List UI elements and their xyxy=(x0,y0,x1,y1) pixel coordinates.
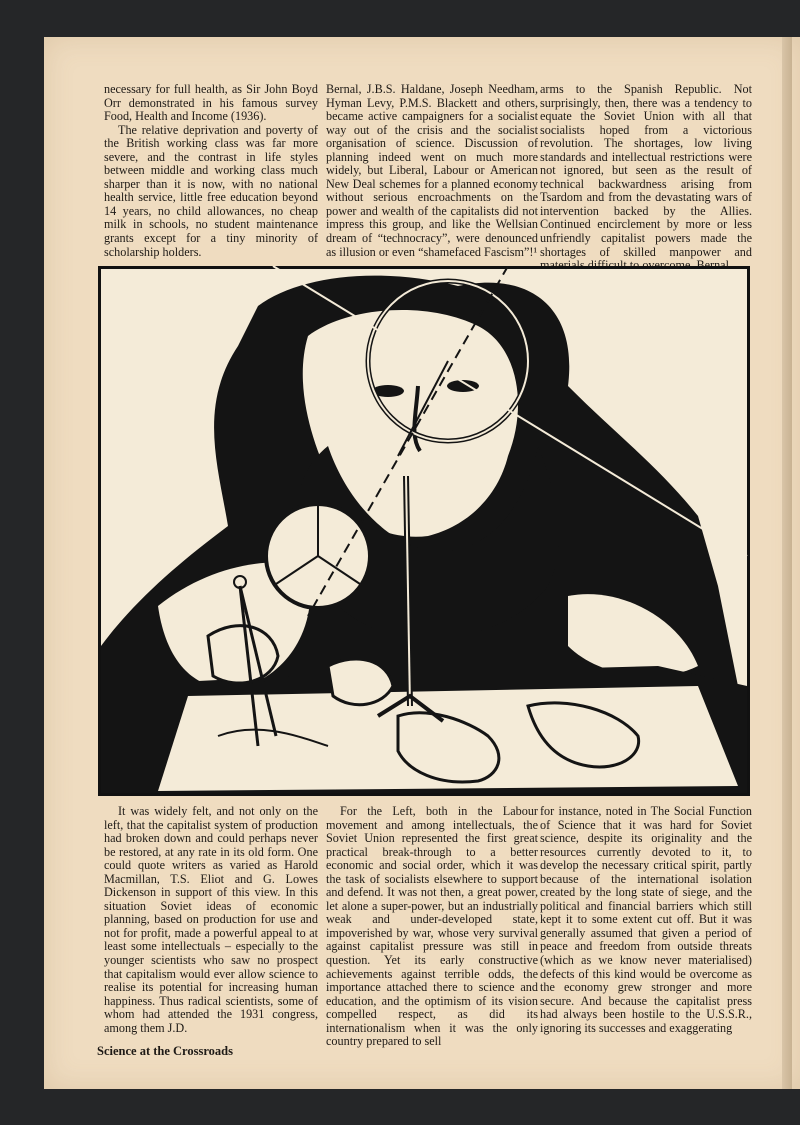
paragraph: necessary for full health, as Sir John Boyd Orr demonstrated in his famous survey Food, Health and Income (1936). xyxy=(104,83,318,124)
bottom-column-3 xyxy=(540,805,752,1085)
illustration-scientist xyxy=(98,266,750,796)
scientist-with-instrument-drawing xyxy=(98,266,750,796)
bottom-column-1 xyxy=(104,805,318,1085)
paragraph: The relative deprivation and poverty of the British working class was far more severe, and the contrast in life styles between middle and working class much sharper than it is now, with no national health service, little free education beyond 14 years, no child allowances, no cheap milk in schools, no student maintenance grants except for a tiny minority of scholarship holders. xyxy=(104,122,318,259)
paragraph: Bernal, J.B.S. Haldane, Joseph Needham, Hyman Levy, P.M.S. Blackett and others, became active campaigners for a socialist way out of the crisis and the socialist organisation of science. Discussion of planning indeed went on much more widely, but Liberal, Labour or American New Deal schemes for a planned economy without serious encroachments on the power and wealth of the capitalists did not impress this group, and like the Wellsian dream of “technocracy”, were denounced as illusion or even “shamefaced Fascism”!¹ xyxy=(326,83,538,259)
running-footer: Science at the Crossroads xyxy=(97,1044,233,1058)
page-edge xyxy=(782,37,792,1089)
paragraph: For the Left, both in the Labour movement and among intellectuals, the Soviet Union represented the first great practical break-through to a better economic and social order, which it was the task of socialists elsewhere to support and defend. It was not then, a great power, let alone a super-power, but an industrially weak and under-developed state, impoverished by war, whose very survival against capitalist pressure was still in question. Yet its early constructive achievements against terrible odds, the importance attached there to science and education, and the optimism of its vision compelled respect, as did its internationalism when it was the only country prepared to sell xyxy=(326,805,538,1049)
bottom-column-2 xyxy=(326,805,538,1085)
paragraph: for instance, noted in The Social Function of Science that it was hard for Soviet science, despite its originality and the resources currently devoted to it, to develop the necessary critical spirit, partly because of the international isolation created by the long state of siege, and the political and financial barriers which still kept it to some extent cut off. But it was generally assumed that given a period of peace and freedom from outside threats (which as we know never materialised) defects of this kind would be overcome as the economy grew stronger and more secure. And because the capitalist press had always been hostile to the U.S.S.R., ignoring its successes and exaggerating xyxy=(540,805,752,1035)
paragraph: It was widely felt, and not only on the left, that the capitalist system of production had broken down and could perhaps never be restored, at any rate in its old form. One could quote writers as varied as Harold Macmillan, T.S. Eliot and G. Lowes Dickenson in support of this view. In this situation Soviet ideas of economic planning, based on production for use and not for profit, made a powerful appeal to at least some intellectuals – especially to the younger scientists who saw no prospect that capitalism would ever allow science to realise its potential for increasing human happiness. Thus radical scientists, some of whom had attended the 1931 congress, among them J.D. xyxy=(104,805,318,1035)
document-page xyxy=(44,37,800,1089)
paragraph: arms to the Spanish Republic. Not surprisingly, then, there was a tendency to equate the Soviet Union with all that socialists hoped from a victorious revolution. The shortages, low living standards and intellectual restrictions were not ignored, but seen as the result of technical backwardness arising from Tsardom and from the devastating wars of intervention backed by the Allies. Continued encirclement by more or less unfriendly capitalist powers made the shortages of skilled manpower and xyxy=(540,83,752,259)
